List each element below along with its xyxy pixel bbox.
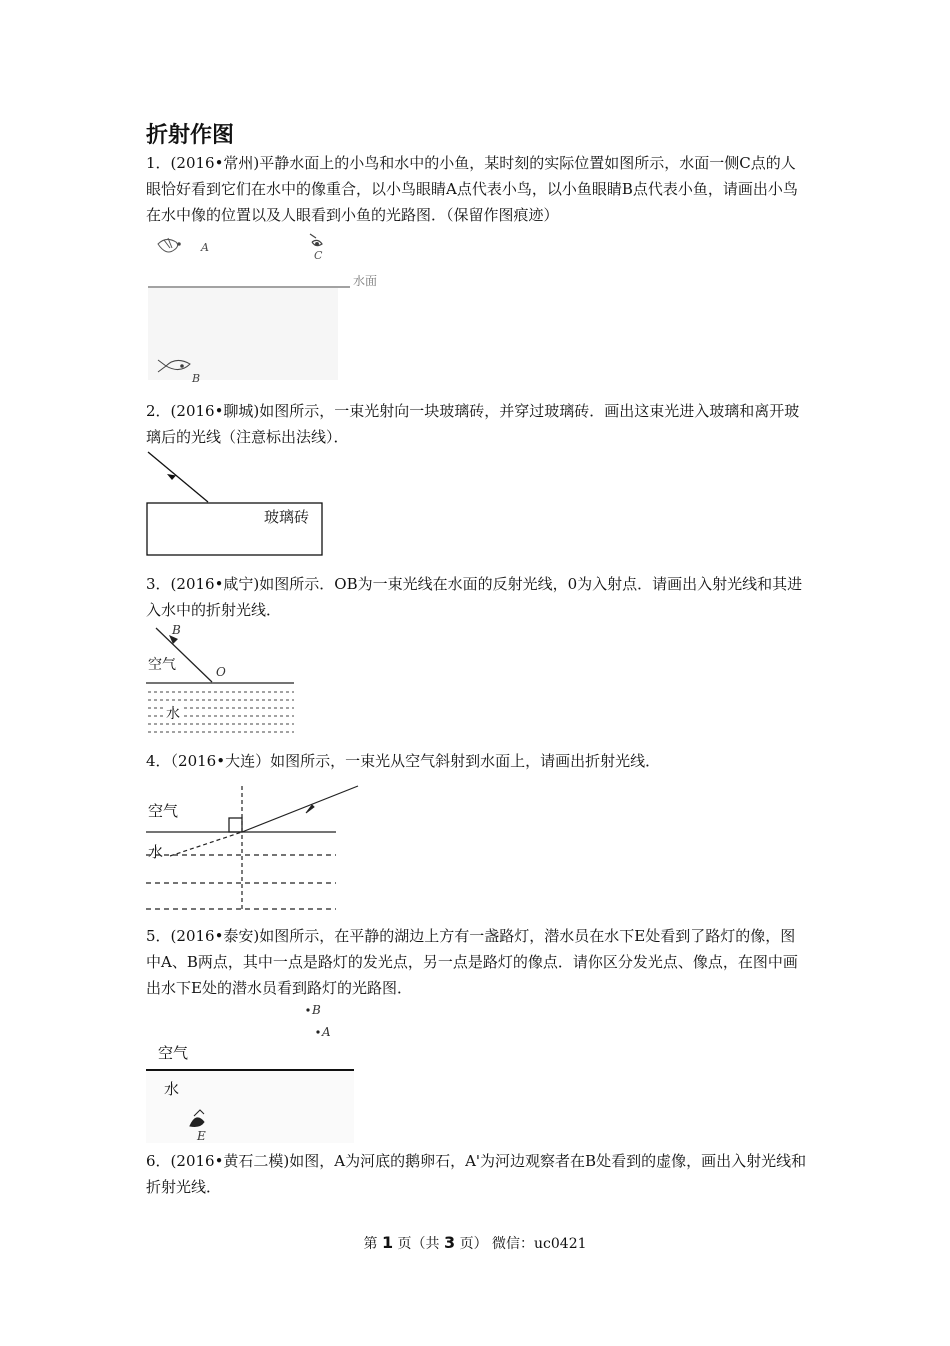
question-3: 3．(2016•咸宁)如图所示．OB为一束光线在水面的反射光线，0为入射点．请画出入射光线和其进入水中的折射光线．: [146, 575, 803, 619]
figure-4: [146, 784, 362, 914]
right-angle-mark: [229, 818, 242, 832]
page-footer: [0, 1233, 950, 1253]
figure-3: [146, 622, 296, 742]
label-b: B: [172, 623, 181, 637]
point-a: [316, 1030, 319, 1033]
footer-mid: 页（共: [397, 1236, 440, 1252]
incident-ray: [148, 452, 208, 502]
label-a: A: [322, 1025, 331, 1039]
label-a: A: [201, 241, 209, 254]
question-2: 2．(2016•聊城)如图所示，一束光射向一块玻璃砖，并穿过玻璃砖．画出这束光进入玻璃和离开玻璃后的光线（注意标出法线）．: [146, 402, 800, 446]
label-water: 水: [148, 843, 164, 861]
footer-page-number: 1: [381, 1233, 394, 1252]
label-air: 空气: [158, 1044, 189, 1062]
page-title: 折射作图: [146, 123, 235, 148]
water-hatching: [146, 855, 336, 909]
label-air: 空气: [148, 802, 179, 820]
footer-prefix: 第: [363, 1236, 378, 1252]
label-water: 水: [164, 1080, 180, 1098]
question-5: 5．(2016•泰安)如图所示，在平静的湖边上方有一盏路灯，潜水员在水下E处看到了路灯的像，图中A、B两点，其中一点是路灯的发光点，另一点是路灯的像点．请你区分发光点、像点，在图中画出水下E处的潜水员看到路灯的光路图．: [146, 927, 798, 997]
incident-ray: [242, 786, 358, 832]
figure-1: [146, 226, 396, 386]
eye-icon: [310, 234, 322, 246]
footer-total-pages: 3: [443, 1233, 456, 1252]
label-c: C: [314, 249, 323, 262]
label-water-surface: 水面: [353, 274, 378, 288]
label-glass: 玻璃砖: [264, 508, 310, 526]
label-air: 空气: [148, 657, 176, 673]
label-water: 水: [166, 706, 180, 722]
label-b: B: [192, 372, 201, 385]
label-b: B: [312, 1003, 321, 1017]
figure-5: [146, 1000, 356, 1145]
label-e: E: [197, 1129, 206, 1143]
figure-2: [146, 450, 326, 558]
footer-suffix: 页） 微信：uc0421: [459, 1236, 587, 1252]
water-area: [148, 288, 338, 380]
question-4: 4．（2016•大连）如图所示，一束光从空气斜射到水面上，请画出折射光线．: [146, 752, 661, 770]
question-1: 1．(2016•常州)平静水面上的小鸟和水中的小鱼，某时刻的实际位置如图所示，水面一侧C点的人眼恰好看到它们在水中的像重合，以小鸟眼睛A点代表小鸟，以小鱼眼睛B点代表小鱼，请画出小鸟在水中像的位置以及人眼看到小鱼的光路图．（保留作图痕迹）: [146, 154, 798, 224]
label-o: O: [216, 665, 226, 679]
bird-icon: [158, 238, 180, 252]
refracted-guide-line: [170, 832, 242, 856]
question-6: 6．(2016•黄石二模)如图，A为河底的鹅卵石，A'为河边观察者在B处看到的虚像，画出入射光线和折射光线．: [146, 1152, 807, 1196]
reflected-ray-ob: [156, 628, 212, 682]
point-b: [306, 1008, 309, 1011]
